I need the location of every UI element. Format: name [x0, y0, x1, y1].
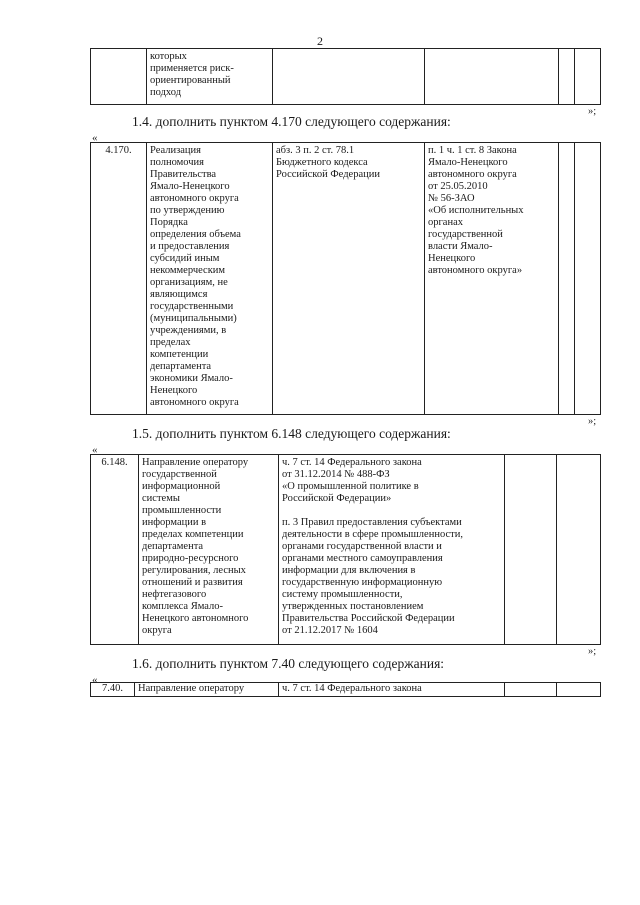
table-cell — [425, 49, 559, 105]
section-table-7-40 — [90, 682, 601, 697]
table-cell — [559, 49, 575, 105]
table-cell — [505, 683, 557, 697]
table-cell: п. 1 ч. 1 ст. 8 Закона Ямало-Ненецкого автономного округа от 25.05.2010 № 56-ЗАО «Об исполнительных органах государственной власти Ямало- Ненецкого автономного округа» — [425, 143, 559, 415]
table-cell: Направление оператору — [135, 683, 279, 697]
table-cell: ч. 7 ст. 14 Федерального закона от 31.12.2014 № 488-ФЗ «О промышленной политике в Российской Федерации» п. 3 Правил предоставления субъектами деятельности в сфере промышленности, органами государственной власти и органами местного самоуправления информации для включения в государственную информационную систему промышленности, утвержденных постановлением Правительства Российской Федерации от 21.12.2017 № 1604 — [279, 455, 505, 645]
closing-quote: »; — [588, 416, 597, 427]
table-row — [91, 49, 601, 105]
page-number: 2 — [317, 34, 323, 48]
table-row — [91, 143, 601, 415]
table-cell: которых применяется риск- ориентированный подход — [147, 49, 273, 105]
table-cell-number: 7.40. — [91, 683, 135, 697]
section-heading: 1.6. дополнить пунктом 7.40 следующего содержания: — [132, 656, 445, 671]
table-cell — [575, 49, 601, 105]
table-cell-number: 6.148. — [91, 455, 139, 645]
section-heading: 1.4. дополнить пунктом 4.170 следующего содержания: — [132, 114, 451, 129]
table-cell — [505, 455, 557, 645]
opening-quote: « — [92, 674, 98, 686]
opening-quote: « — [92, 444, 98, 456]
table-cell-number: 4.170. — [91, 143, 147, 415]
top-continuation-table — [90, 48, 601, 105]
opening-quote: « — [92, 132, 98, 144]
table-cell: Направление оператору государственной информационной системы промышленности информации в пределах компетенции департамента природно-ресурсного регулирования, лесных отношений и развития нефтегазового комплекса Ямало- Ненецкого автономного округа — [139, 455, 279, 645]
table-cell — [557, 455, 601, 645]
table-cell — [273, 49, 425, 105]
table-cell — [559, 143, 575, 415]
table-row — [91, 683, 601, 697]
section-table-4-170 — [90, 142, 601, 415]
section-heading: 1.5. дополнить пунктом 6.148 следующего содержания: — [132, 426, 451, 441]
table-cell: Реализация полномочия Правительства Ямало-Ненецкого автономного округа по утверждению Порядка определения объема и предоставления субсидий иным некоммерческим организациям, не являющимся государственными (муниципальными) учреждениями, в пределах компетенции департамента экономики Ямало- Ненецкого автономного округа — [147, 143, 273, 415]
table-row — [91, 455, 601, 645]
section-table-6-148 — [90, 454, 601, 645]
table-cell — [575, 143, 601, 415]
closing-quote: »; — [588, 646, 597, 657]
closing-quote: »; — [588, 106, 597, 117]
table-cell: абз. 3 п. 2 ст. 78.1 Бюджетного кодекса Российской Федерации — [273, 143, 425, 415]
table-cell — [557, 683, 601, 697]
table-cell: ч. 7 ст. 14 Федерального закона — [279, 683, 505, 697]
table-cell — [91, 49, 147, 105]
